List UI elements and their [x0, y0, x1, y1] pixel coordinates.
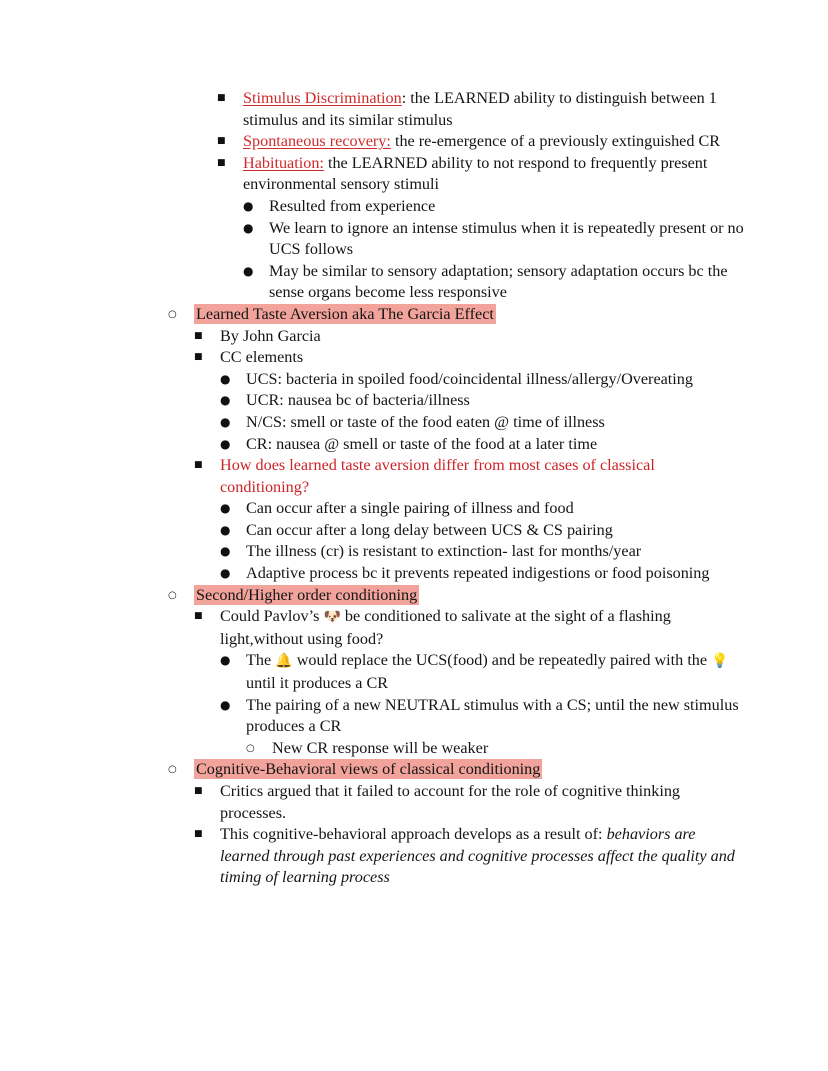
- disc-bullet-icon: ●: [220, 522, 231, 537]
- disc-bullet-icon: ●: [243, 263, 254, 278]
- disc-bullet-icon: ●: [220, 436, 231, 451]
- list-item-habituation: [217, 153, 744, 304]
- text-cc-element-ucs: UCS: bacteria in spoiled food/coincidental illness/allergy/Overeating: [246, 369, 693, 388]
- list-item-lta-question: [194, 455, 744, 585]
- disc-bullet-icon: ●: [220, 697, 231, 712]
- disc-bullet-icon: ●: [220, 544, 231, 559]
- text-lta-answer-2: Can occur after a long delay between UCS & CS pairing: [246, 520, 613, 539]
- text-lta-answer-3: The illness (cr) is resistant to extinction- last for months/year: [246, 542, 642, 561]
- disc-bullet-icon: ●: [220, 414, 231, 429]
- square-bullet-icon: ■: [217, 157, 226, 168]
- dog-face-icon: 🐶: [323, 609, 341, 626]
- square-bullet-icon: ■: [217, 136, 226, 147]
- text-stimulus-discrimination: : the LEARNED ability to distinguish between 1 stimulus and its similar stimulus: [243, 89, 717, 129]
- square-bullet-icon: ■: [194, 829, 203, 840]
- text-habituation: the LEARNED ability to not respond to frequently present environmental sensory stimuli: [243, 153, 708, 194]
- disc-bullet-icon: ●: [220, 393, 231, 408]
- disc-bullet-icon: ●: [243, 220, 254, 235]
- list-item: [220, 369, 744, 391]
- notes-outline: [168, 88, 744, 889]
- list-item: [220, 434, 744, 456]
- term-stimulus-discrimination: Stimulus Discrimination: [243, 89, 402, 107]
- list-item-spontaneous-recovery: [217, 131, 744, 153]
- square-bullet-icon: ■: [194, 352, 203, 363]
- text-lta-question: How does learned taste aversion differ from most cases of classical conditioning?: [220, 456, 655, 496]
- text-by-john-garcia: By John Garcia: [220, 326, 321, 345]
- section-cognitive-behavioral: [168, 759, 744, 889]
- pairing-sublist: [246, 738, 744, 760]
- disc-bullet-icon: ●: [243, 198, 254, 213]
- second-order-sublist: [194, 606, 744, 759]
- text-cc-element-ucr: UCR: nausea bc of bacteria/illness: [246, 391, 470, 410]
- hollow-circle-bullet-icon: ○: [168, 764, 177, 776]
- learned-taste-aversion-sublist: [194, 326, 744, 585]
- text-pavlov-question-before: Could Pavlov’s: [220, 607, 324, 626]
- cognitive-behavioral-sublist: [194, 781, 744, 889]
- list-item-cognitive-behavioral: [168, 759, 744, 889]
- disc-bullet-icon: ●: [220, 653, 231, 668]
- hollow-circle-bullet-icon: ○: [246, 742, 255, 754]
- text-lta-answer-4: Adaptive process bc it prevents repeated indigestions or food poisoning: [246, 564, 710, 583]
- text-spontaneous-recovery: the re-emergence of a previously extinguished CR: [390, 132, 721, 151]
- term-spontaneous-recovery: Spontaneous recovery:: [243, 132, 391, 151]
- lta-answers-list: [220, 498, 744, 584]
- list-item: [220, 498, 744, 520]
- cc-elements-list: [220, 369, 744, 455]
- light-bulb-icon: 💡: [711, 653, 729, 670]
- list-item-by-john-garcia: [194, 326, 744, 348]
- hollow-circle-bullet-icon: ○: [168, 308, 177, 320]
- text-cc-element-ncs: N/CS: smell or taste of the food eaten @ time of illness: [246, 412, 605, 431]
- text-habituation-sub-1: Resulted from experience: [269, 196, 436, 215]
- square-bullet-icon: ■: [194, 460, 203, 471]
- disc-bullet-icon: ●: [220, 566, 231, 581]
- text-bell-line-1: The: [246, 651, 276, 670]
- list-item: [243, 196, 744, 218]
- bell-icon: 🔔: [275, 653, 293, 670]
- list-item-cc-elements: [194, 347, 744, 455]
- text-critics: Critics argued that it failed to account for the role of cognitive thinking processes.: [220, 782, 681, 822]
- heading-cognitive-behavioral: Cognitive-Behavioral views of classical conditioning: [196, 760, 541, 779]
- list-item-learned-taste-aversion: [168, 304, 744, 585]
- square-bullet-icon: ■: [194, 611, 203, 622]
- square-bullet-icon: ■: [217, 93, 226, 103]
- text-bell-line-3: until it produces a CR: [246, 674, 389, 693]
- list-item: [243, 261, 744, 304]
- list-item: [243, 218, 744, 261]
- heading-learned-taste-aversion: Learned Taste Aversion aka The Garcia Effect: [196, 304, 494, 323]
- list-item: [220, 563, 744, 585]
- list-item-pavlov-question: [194, 606, 744, 759]
- top-term-list: [168, 88, 744, 304]
- list-item: [220, 520, 744, 542]
- list-item: [220, 541, 744, 563]
- section-second-order-conditioning: [168, 585, 744, 760]
- text-pavlov-question-after: be conditioned to salivate at the sight of a flashing light,without using food?: [220, 607, 671, 648]
- text-approach-plain: This cognitive-behavioral approach develops as a result of:: [220, 825, 607, 844]
- hollow-circle-bullet-icon: ○: [168, 589, 177, 601]
- text-habituation-sub-3: May be similar to sensory adaptation; sensory adaptation occurs bc the sense organs become less responsive: [269, 261, 728, 302]
- list-item: [220, 412, 744, 434]
- text-habituation-sub-2: We learn to ignore an intense stimulus when it is repeatedly present or no UCS follows: [269, 218, 744, 259]
- square-bullet-icon: ■: [194, 786, 203, 796]
- second-order-detail-list: [220, 650, 744, 759]
- disc-bullet-icon: ●: [220, 371, 231, 386]
- disc-bullet-icon: ●: [220, 501, 231, 516]
- list-item-bell-replaces-ucs: [220, 650, 744, 694]
- list-item-pairing: [220, 695, 744, 760]
- list-item-approach: [194, 824, 744, 889]
- square-bullet-icon: ■: [194, 330, 203, 341]
- list-item-second-order-conditioning: [168, 585, 744, 760]
- list-item: [220, 390, 744, 412]
- section-learned-taste-aversion: [168, 304, 744, 585]
- text-bell-line-2: would replace the UCS(food) and be repeatedly paired with the: [292, 651, 712, 670]
- label-cc-elements: CC elements: [220, 348, 304, 367]
- heading-second-order-conditioning: Second/Higher order conditioning: [196, 585, 418, 604]
- list-item-stimulus-discrimination: [217, 88, 744, 131]
- text-lta-answer-1: Can occur after a single pairing of illness and food: [246, 499, 574, 518]
- text-approach-italic: behaviors are learned through past experiences and cognitive processes affect the quality and timing of learning process: [220, 825, 735, 887]
- list-item-new-cr-weaker: [246, 738, 744, 760]
- text-cc-element-cr: CR: nausea @ smell or taste of the food at a later time: [246, 434, 598, 453]
- term-habituation: Habituation:: [243, 153, 324, 172]
- text-new-cr-weaker: New CR response will be weaker: [272, 738, 489, 757]
- text-pairing: The pairing of a new NEUTRAL stimulus with a CS; until the new stimulus produces a CR: [246, 695, 739, 736]
- list-item-critics: [194, 781, 744, 824]
- habituation-sublist: [243, 196, 744, 304]
